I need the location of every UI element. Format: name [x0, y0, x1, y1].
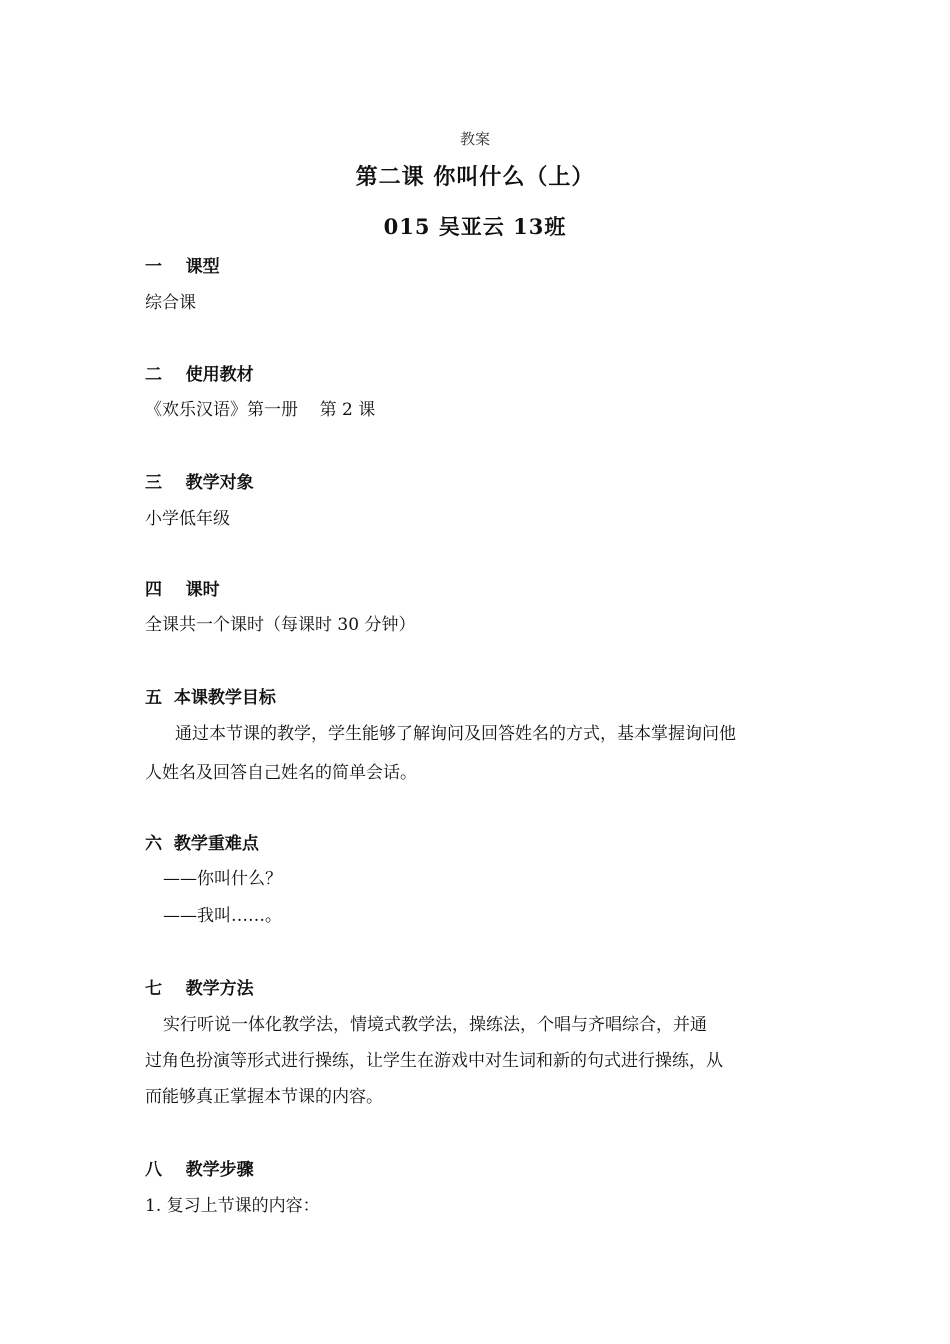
section-text-objectives-line-2: 人姓名及回答自己姓名的简单会话。: [145, 763, 417, 783]
section-heading-course-type: 一 课型: [145, 257, 220, 277]
author-info: 015 吴亚云 13班: [383, 214, 567, 239]
section-text-methods-line-3: 而能够真正掌握本节课的内容。: [145, 1087, 383, 1107]
section-heading-textbook: 二 使用教材: [145, 365, 254, 385]
section-heading-audience: 三 教学对象: [145, 473, 254, 493]
section-text-duration: 全课共一个课时（每课时 30 分钟）: [145, 615, 416, 635]
section-heading-methods: 七 教学方法: [145, 979, 254, 999]
lesson-title: 第二课 你叫什么（上）: [355, 164, 595, 190]
document-label: 教案: [459, 130, 490, 148]
section-text-key-points-line-1: ——你叫什么？: [163, 869, 282, 889]
section-heading-objectives: 五 本课教学目标: [145, 688, 276, 708]
section-text-objectives-line-1: 通过本节课的教学，学生能够了解询问及回答姓名的方式，基本掌握询问他: [175, 724, 736, 744]
section-text-key-points-line-2: ——我叫……。: [163, 906, 282, 926]
section-text-methods-line-1: 实行听说一体化教学法，情境式教学法，操练法，个唱与齐唱综合，并通: [163, 1015, 707, 1035]
section-text-steps-line-1: 1. 复习上节课的内容：: [145, 1196, 320, 1216]
section-text-methods-line-2: 过角色扮演等形式进行操练，让学生在游戏中对生词和新的句式进行操练，从: [145, 1051, 723, 1071]
section-text-audience: 小学低年级: [145, 509, 230, 529]
section-heading-duration: 四 课时: [145, 580, 220, 600]
section-text-course-type: 综合课: [145, 293, 196, 313]
section-text-textbook: 《欢乐汉语》第一册 第 2 课: [145, 400, 376, 420]
section-heading-steps: 八 教学步骤: [145, 1160, 254, 1180]
section-heading-key-points: 六 教学重难点: [145, 834, 259, 854]
